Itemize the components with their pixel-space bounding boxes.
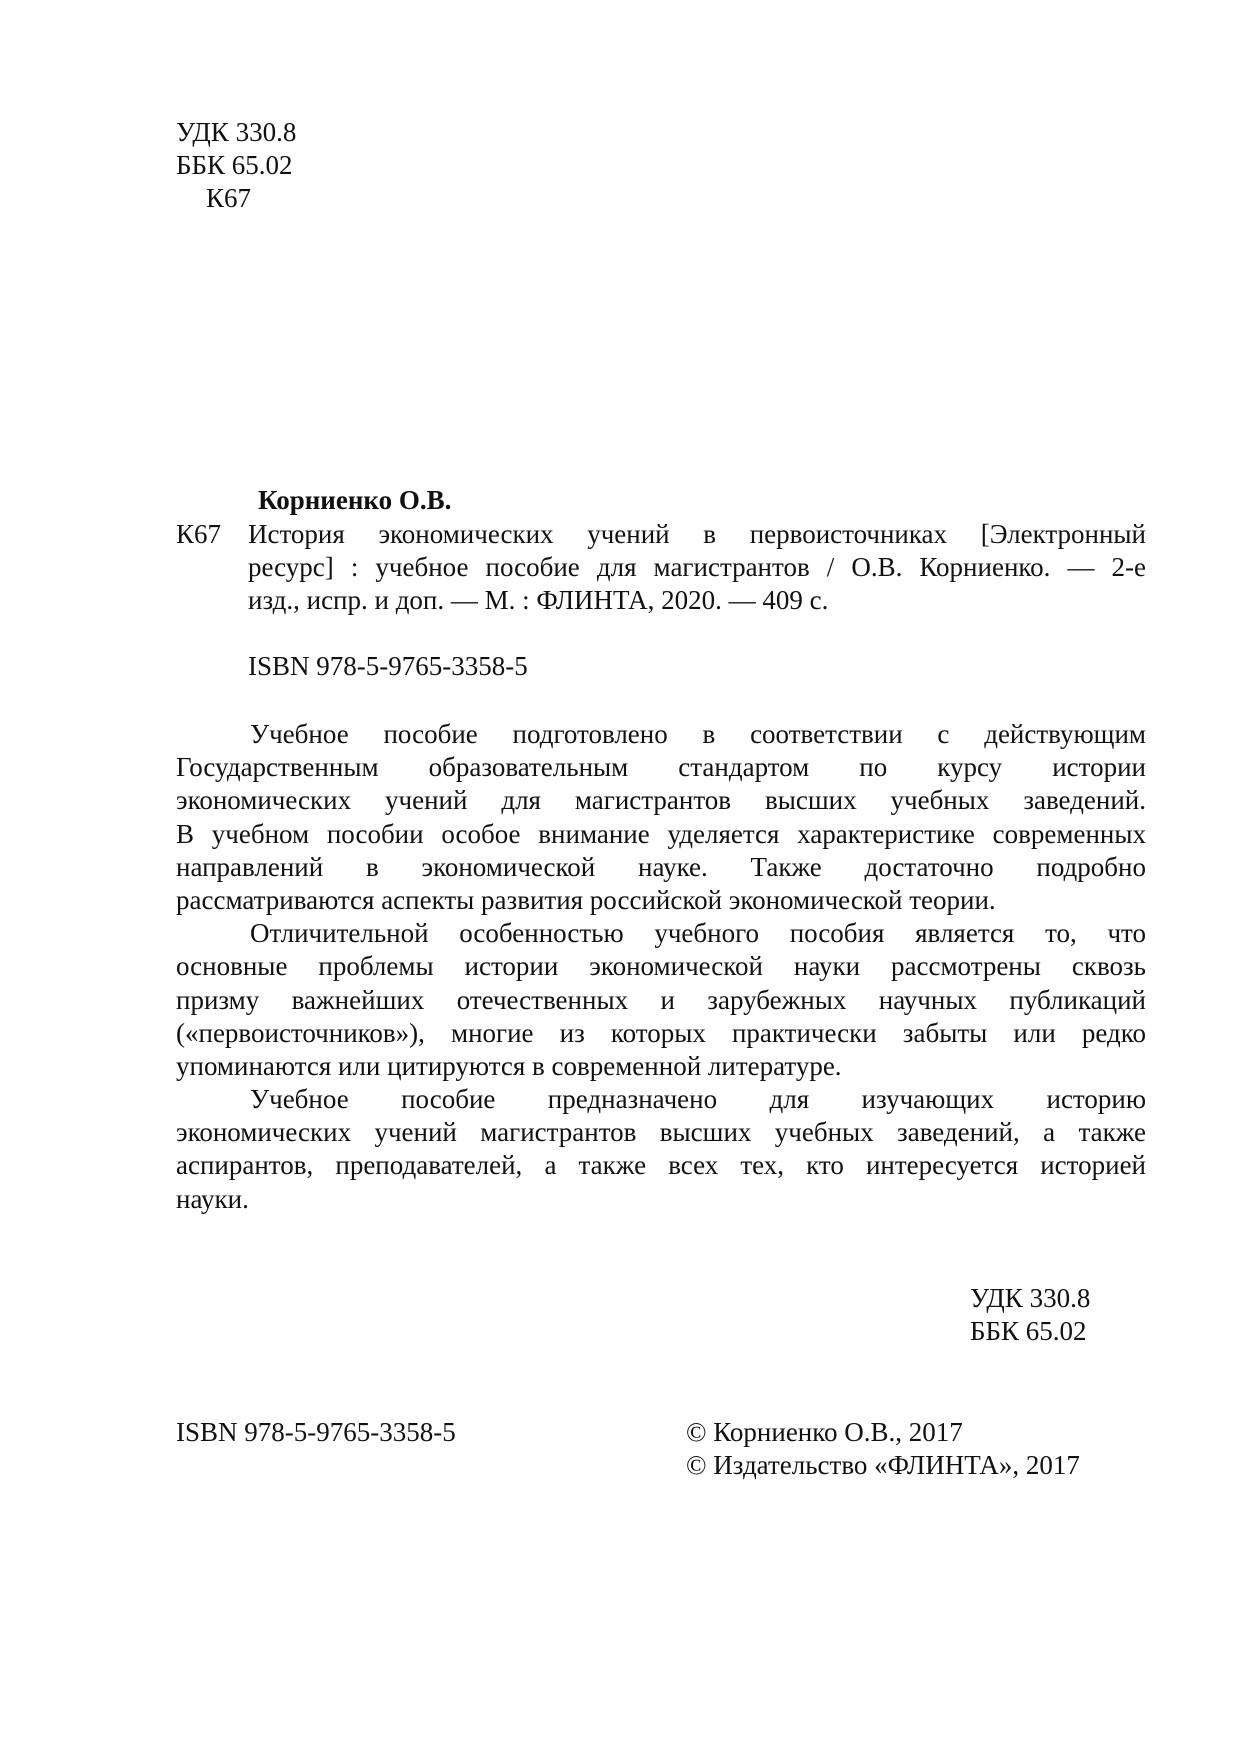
annotation-line: рассматриваются аспекты развития российской экономической теории. [176,884,996,915]
bib-line: История экономических учений в первоисточниках [Электронный [248,519,1146,549]
annotation-line: Отличительной особенностью учебного пособия является то, что [250,918,1146,949]
copyright-publisher: © Издательство «ФЛИНТА», 2017 [686,1450,1080,1480]
bib-line: ресурс] : учебное пособие для магистрантов / О.В. Корниенко. — 2-е [248,552,1146,582]
annotation-line: аспирантов, преподавателей, а также всех тех, кто интересуется историей [176,1150,1146,1181]
annotation-line: Учебное пособие подготовлено в соответствии с действующим [250,719,1146,749]
udk-code-bottom: УДК 330.8 [970,1283,1091,1313]
annotation-line: призму важнейших отечественных и зарубежных научных публикаций [176,984,1146,1015]
classification-top [176,116,296,215]
annotation-line: («первоисточников»), многие из которых практически забыты или редко [176,1017,1146,1048]
bbk-code-bottom: ББК 65.02 [970,1316,1087,1346]
annotation-line: направлений в экономической науке. Также достаточно подробно [176,851,1146,882]
author-mark-entry: К67 [176,519,222,549]
annotation-line: Учебное пособие предназначено для изучающих историю [250,1084,1146,1115]
annotation-line: основные проблемы истории экономической науки рассмотрены сквозь [176,951,1146,982]
bib-line: изд., испр. и доп. — М. : ФЛИНТА, 2020. — 409 с. [248,585,829,615]
udk-code: УДК 330.8 [176,117,297,147]
author-name: Корниенко О.В. [258,485,452,515]
copyright-block [686,1416,1080,1482]
copyright-author: © Корниенко О.В., 2017 [686,1417,963,1447]
isbn-footer: ISBN 978-5-9765-3358-5 [176,1417,456,1447]
annotation-line: В учебном пособии особое внимание уделяется характеристике современных [176,818,1146,849]
annotation-line: упоминаются или цитируются в современной литературе. [176,1050,842,1081]
annotation [176,718,1146,1216]
annotation-line: экономических учений для магистрантов высших учебных заведений. [176,785,1146,816]
isbn-entry: ISBN 978-5-9765-3358-5 [248,651,528,681]
annotation-line: науки. [176,1183,249,1214]
classification-bottom [970,1282,1090,1348]
bbk-code: ББК 65.02 [176,150,293,180]
author-mark: К67 [206,183,252,213]
bibliographic-description [248,518,1146,617]
annotation-line: экономических учений магистрантов высших учебных заведений, а также [176,1117,1146,1148]
annotation-line: Государственным образовательным стандартом по курсу истории [176,752,1146,783]
